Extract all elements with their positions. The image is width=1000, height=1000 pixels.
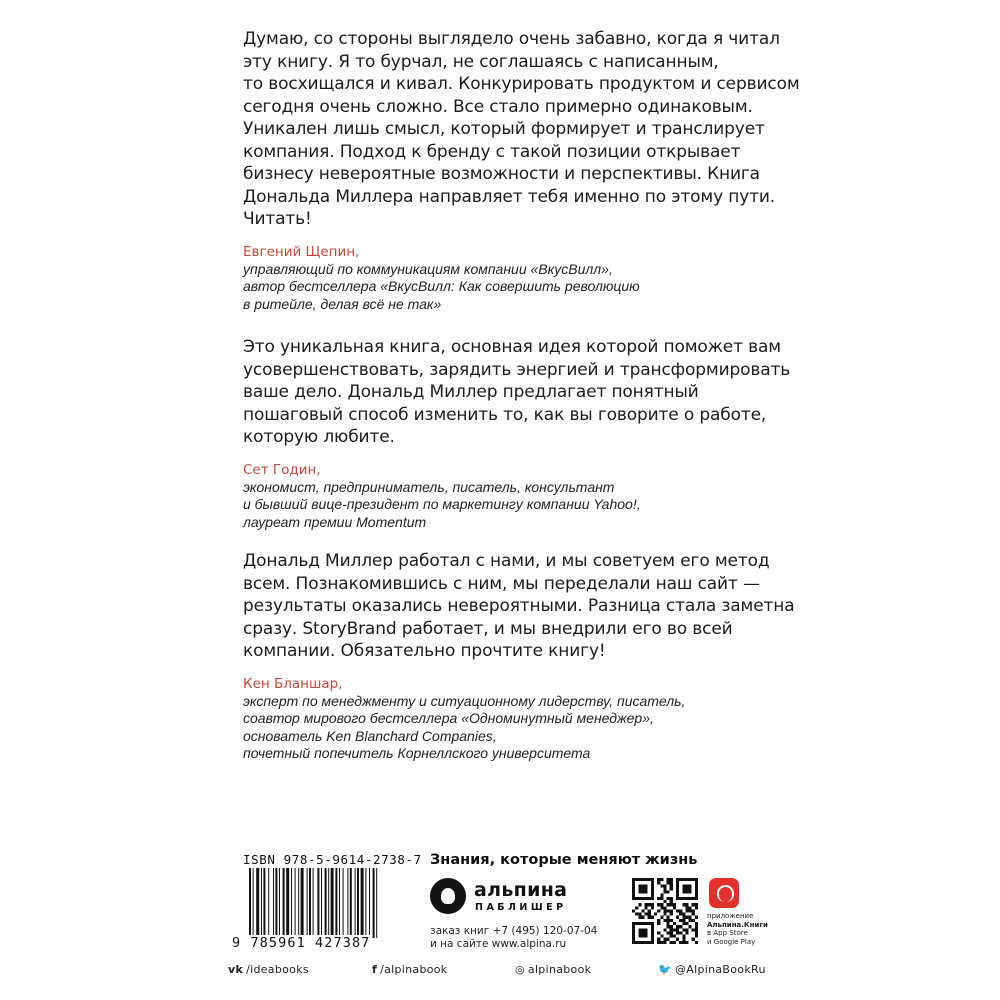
order-site: и на сайте www.alpina.ru xyxy=(430,938,567,950)
review-quote: Дональд Миллер работал с нами, и мы советуем его метод всем. Познакомившись с ним, мы переделали наш сайт — результаты оказались невероятными. Разница стала заметна сразу. StoryBrand работает, и мы внедрили его во всей компании. Обязательно прочтите книгу! xyxy=(243,551,795,661)
social-link-vk[interactable]: vk /ideabooks xyxy=(228,963,309,976)
qr-code xyxy=(632,878,698,944)
review-author: Кен Бланшар, xyxy=(243,675,343,692)
publisher-name: альпина xyxy=(474,879,568,901)
review-quote: Думаю, со стороны выглядело очень забавно, когда я читал эту книгу. Я то бурчал, не соглашаясь с написанным, то восхищался и кивал. Конкурировать продуктом и сервисом сегодня очень сложно. Все стало примерно одинаковым. Уникален лишь смысл, который формирует и транслирует компания. Подход к бренду с такой позиции открывает бизнесу невероятные возможности и перспективы. Книга Дональда Миллера направляет тебя именно по этому пути. Читать! xyxy=(243,29,800,229)
order-info xyxy=(430,925,597,951)
author-credit: экономист, предприниматель, писатель, консультант и бывший вице-президент по маркетингу компании Yahoo!, лауреат премии Momentum xyxy=(243,478,641,530)
social-link-instagram[interactable]: ◎ alpinabook xyxy=(515,963,592,976)
order-phone: заказ книг +7 (495) 120-07-04 xyxy=(430,925,598,937)
review-block xyxy=(243,550,795,763)
author-credit: эксперт по менеджменту и ситуационному лидерству, писатель, соавтор мирового бестселлера «Одноминутный менеджер», основатель Ken Blanchard Companies, почетный попечитель Корнеллского университета xyxy=(243,692,686,761)
app-info: приложение Альпина.Книги в App Store и Google Play xyxy=(707,912,768,946)
publisher-tagline: Знания, которые меняют жизнь xyxy=(430,852,698,868)
app-logo-icon xyxy=(709,878,739,908)
review-quote: Это уникальная книга, основная идея которой поможет вам усовершенствовать, зарядить энергией и трансформировать ваше дело. Дональд Миллер предлагает понятный пошаговый способ изменить то, как вы говорите о работе, которую любите. xyxy=(243,337,791,447)
social-link-facebook[interactable]: f /alpinabook xyxy=(372,963,448,976)
alpina-logo-icon xyxy=(430,878,466,914)
review-author: Евгений Щепин, xyxy=(243,243,360,260)
social-link-twitter[interactable]: 🐦 @AlpinaBookRu xyxy=(658,963,766,976)
publisher-subname: ПАБЛИШЕР xyxy=(475,902,567,913)
facebook-icon: f xyxy=(372,963,378,976)
isbn-number: ISBN 978-5-9614-2738-7 xyxy=(243,852,422,867)
review-block xyxy=(243,28,800,313)
publisher-logo xyxy=(430,878,610,918)
vk-icon: vk xyxy=(228,963,244,976)
social-links xyxy=(228,963,788,979)
review-author: Сет Годин, xyxy=(243,461,321,478)
review-block xyxy=(243,336,791,531)
twitter-icon: 🐦 xyxy=(658,963,672,976)
instagram-icon: ◎ xyxy=(515,963,525,976)
author-credit: управляющий по коммуникациям компании «ВкусВилл», автор бестселлера «ВкусВилл: Как совершить революцию в ритейле, делая всё не так» xyxy=(243,260,640,312)
barcode-digits: 9 785961 427387 xyxy=(232,935,371,951)
